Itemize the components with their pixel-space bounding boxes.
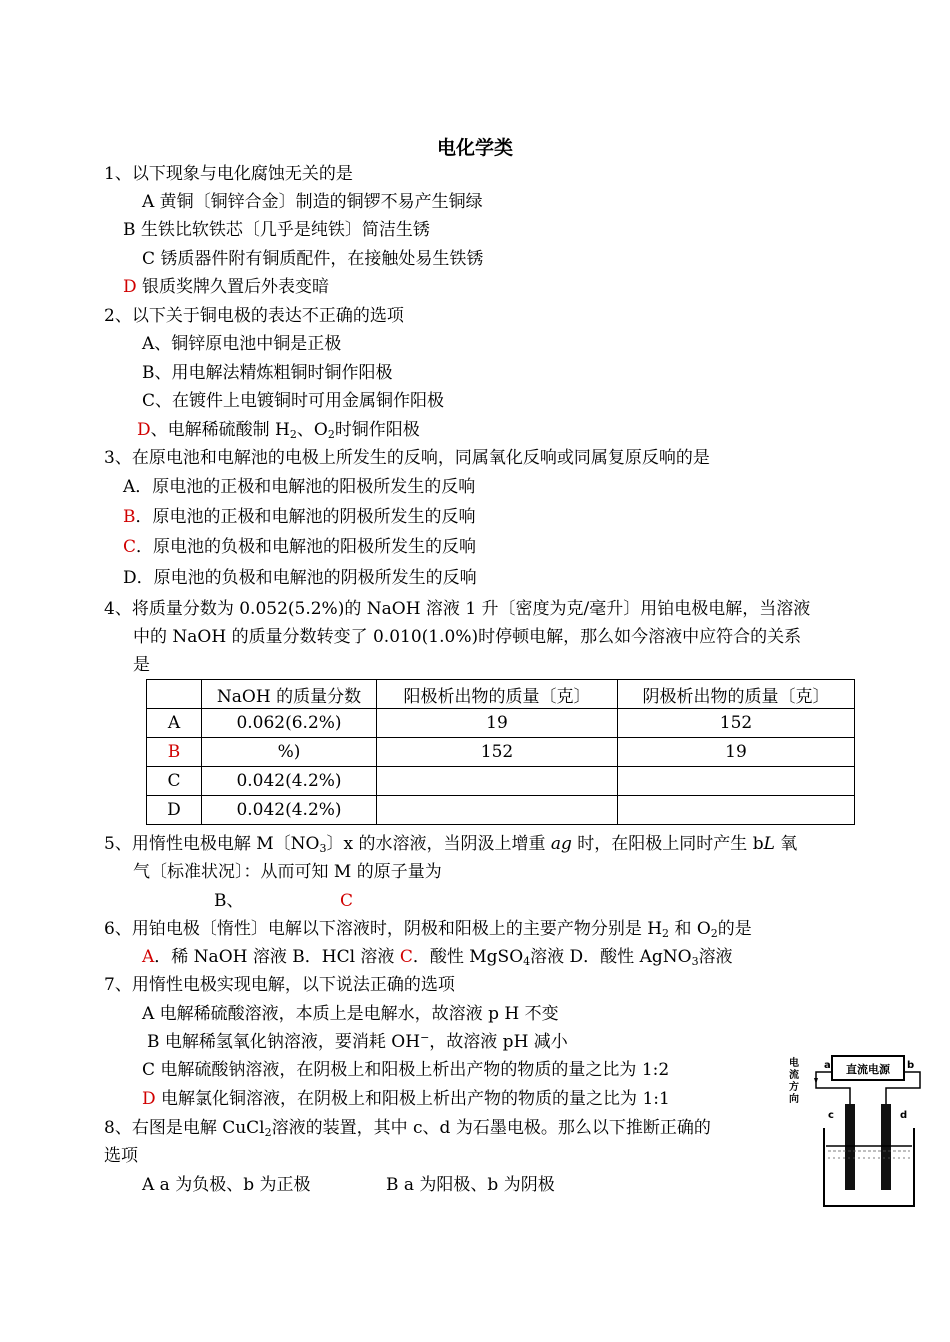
table-cell xyxy=(618,796,855,825)
electrode-d xyxy=(881,1104,891,1190)
table-cell: 0.062(6.2%) xyxy=(202,709,377,738)
table-cell: 0.042(4.2%) xyxy=(202,767,377,796)
q8-option-a: A a 为负极、b 为正极 xyxy=(142,1175,311,1195)
q1-option-b: B 生铁比软铁芯〔几乎是纯铁〕简洁生锈 xyxy=(123,220,430,240)
q7-stem: 7、用惰性电极实现电解，以下说法正确的选项 xyxy=(104,975,455,995)
q2-stem: 2、以下关于铜电极的表达不正确的选项 xyxy=(104,306,404,326)
table-cell: 19 xyxy=(618,738,855,767)
electrode-c xyxy=(845,1104,855,1190)
terminal-b-label: b xyxy=(907,1060,915,1071)
current-direction-label-3: 方 xyxy=(789,1082,799,1093)
current-direction-label-4: 向 xyxy=(789,1094,799,1105)
q2-option-d: D、电解稀硫酸制 $H_2$、$O_2$时铜作阳极 xyxy=(137,420,420,441)
answer-letter: D xyxy=(142,1089,156,1109)
q3-option-c: C．原电池的负极和电解池的阳极所发生的反响 xyxy=(123,537,477,557)
q6-stem: 6、用铂电极〔惰性〕电解以下溶液时，阴极和阳极上的主要产物分别是 $H_2$ 和 $O_2$的是 xyxy=(104,919,752,940)
beaker xyxy=(824,1128,914,1206)
table-cell: D xyxy=(147,796,202,825)
q2-option-b: B、用电解法精炼粗铜时铜作阳极 xyxy=(142,363,393,383)
q5-option-b: B、 xyxy=(214,891,244,911)
table-header-cell: 阴极析出物的质量〔克〕 xyxy=(618,680,855,709)
table-cell: %) xyxy=(202,738,377,767)
table-header-cell: 阳极析出物的质量〔克〕 xyxy=(377,680,618,709)
current-arrow-icon xyxy=(814,1078,818,1084)
q1-option-d: D 银质奖牌久置后外表变暗 xyxy=(123,277,330,297)
table-cell xyxy=(377,767,618,796)
table-cell xyxy=(618,767,855,796)
q4-stem-line2: 中的 NaOH 的质量分数转变了 0.010(1.0%)时停顿电解，那么如今溶液中应符合的关系 xyxy=(133,627,802,647)
q5-option-c: C xyxy=(340,891,354,911)
q7-option-d: D 电解氯化铜溶液，在阴极上和阳极上析出产物的物质的量之比为 1:1 xyxy=(142,1089,670,1109)
table-cell: 152 xyxy=(377,738,618,767)
answer-letter: D xyxy=(137,420,151,440)
q8-option-b: B a 为阳极、b 为阴极 xyxy=(386,1175,555,1195)
table-cell: 0.042(4.2%) xyxy=(202,796,377,825)
table-row xyxy=(147,796,855,825)
q5-stem-line1: 5、用惰性电极电解 M〔$NO_3$〕x 的水溶液，当阴汲上增重 ag 时，在阳极上同时产生 bL 氧 xyxy=(104,834,798,855)
power-source-label: 直流电源 xyxy=(846,1063,890,1076)
table-cell: 152 xyxy=(618,709,855,738)
current-direction-label-1: 电 xyxy=(789,1058,799,1069)
table-header-cell xyxy=(147,680,202,709)
electrolysis-diagram-svg xyxy=(786,1048,934,1210)
q4-stem-line1: 4、将质量分数为 0.052(5.2%)的 NaOH 溶液 1 升〔密度为克/毫升〕用铂电极电解，当溶液 xyxy=(104,599,811,619)
q7-option-b: B 电解稀氢氧化钠溶液，要消耗 OH−，故溶液 pH 减小 xyxy=(147,1031,568,1052)
electrode-c-label: c xyxy=(828,1110,834,1121)
table-cell-answer: B xyxy=(147,738,202,767)
q7-option-c: C 电解硫酸钠溶液，在阴极上和阳极上析出产物的物质的量之比为 1:2 xyxy=(142,1060,670,1080)
table-header-row xyxy=(147,680,855,709)
answer-letter: D xyxy=(123,277,137,297)
q2-option-c: C、在镀件上电镀铜时可用金属铜作阳极 xyxy=(142,391,445,411)
electrode-d-label: d xyxy=(900,1110,908,1121)
q1-option-a: A 黄铜〔铜锌合金〕制造的铜锣不易产生铜绿 xyxy=(142,192,483,212)
q8-stem-line2: 选项 xyxy=(104,1146,138,1166)
q3-option-d: D．原电池的负极和电解池的阴极所发生的反响 xyxy=(123,568,477,588)
q3-stem: 3、在原电池和电解池的电极上所发生的反响，同属氧化反响或同属复原反响的是 xyxy=(104,448,710,468)
terminal-a-label: a xyxy=(824,1060,831,1071)
table-cell: A xyxy=(147,709,202,738)
q2-option-a: A、铜锌原电池中铜是正极 xyxy=(142,334,342,354)
electrolysis-diagram xyxy=(786,1048,934,1210)
answer-letter: C xyxy=(123,537,137,557)
current-direction-label-2: 流 xyxy=(789,1070,799,1081)
q1-option-c: C 锈质器件附有铜质配件，在接触处易生铁锈 xyxy=(142,249,484,269)
q3-option-a: A．原电池的正极和电解池的阳极所发生的反响 xyxy=(123,477,476,497)
table-header-cell: NaOH 的质量分数 xyxy=(202,680,377,709)
answer-letter: C xyxy=(399,947,413,967)
table-cell: 19 xyxy=(377,709,618,738)
q4-table xyxy=(146,679,855,825)
q8-stem-line1: 8、右图是电解 CuCl$_2$溶液的装置，其中 c、d 为石墨电极。那么以下推断正确的 xyxy=(104,1118,711,1139)
q7-option-a: A 电解稀硫酸溶液，本质上是电解水，故溶液 p H 不变 xyxy=(142,1004,559,1024)
table-cell: C xyxy=(147,767,202,796)
q1-stem: 1、以下现象与电化腐蚀无关的是 xyxy=(104,164,353,184)
table-row xyxy=(147,709,855,738)
table-cell xyxy=(377,796,618,825)
answer-letter: B xyxy=(123,507,136,527)
q4-stem-line3: 是 xyxy=(133,655,150,675)
table-row xyxy=(147,738,855,767)
q6-options: A．稀 NaOH 溶液 B．HCl 溶液 C．酸性 MgSO$_4$溶液 D．酸性 AgNO$_3$溶液 xyxy=(142,947,733,968)
table-row xyxy=(147,767,855,796)
q3-option-b: B．原电池的正极和电解池的阴极所发生的反响 xyxy=(123,507,476,527)
q5-stem-line2: 气〔标准状况〕：从而可知 M 的原子量为 xyxy=(133,862,442,882)
page-title: 电化学类 xyxy=(436,137,513,159)
answer-letter: A xyxy=(142,947,155,967)
